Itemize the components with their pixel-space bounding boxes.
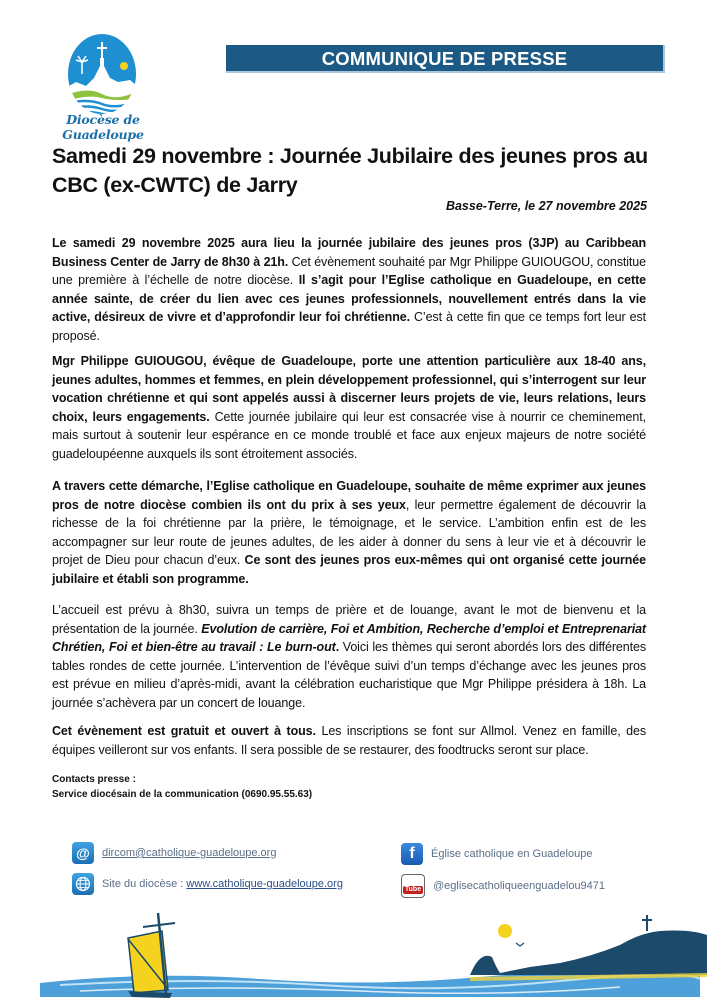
p1-text-1: Cet évènement souhaité par Mgr Philippe GUIOUGOU, constitue une première à l’échelle de notre diocèse. bbox=[52, 254, 646, 288]
site-label: Site du diocèse : bbox=[102, 878, 184, 890]
globe-icon bbox=[72, 873, 94, 895]
p4-bold-1: . bbox=[335, 640, 340, 655]
facebook-icon: f bbox=[401, 843, 423, 865]
youtube-icon-top: You bbox=[406, 878, 420, 885]
paragraph-4 bbox=[52, 601, 646, 713]
p4-text-1: L’accueil est prévu à 8h30, suivra un temps de prière et de louange, avant le mot de bienvenu et la présentation de la journée. bbox=[52, 603, 646, 636]
press-release-banner: COMMUNIQUE DE PRESSE bbox=[226, 45, 665, 73]
p1-bold-1: Le samedi 29 novembre 2025 aura lieu la journée jubilaire des jeunes pros (3JP) au Caribbean Business Center de Jarry de 8h30 à 21h. bbox=[52, 236, 646, 269]
youtube-contact bbox=[401, 874, 605, 898]
title-line-1: Samedi 29 novembre : Journée Jubilaire des jeunes pros au bbox=[52, 144, 648, 168]
site-link[interactable]: www.catholique-guadeloupe.org bbox=[186, 878, 343, 890]
youtube-icon bbox=[401, 874, 425, 898]
paragraph-2 bbox=[52, 352, 646, 464]
footer-sea-illustration bbox=[0, 905, 707, 1000]
contacts-service: Service diocésain de la communication (0690.95.55.63) bbox=[52, 789, 313, 800]
email-link[interactable]: dircom@catholique-guadeloupe.org bbox=[102, 847, 277, 859]
p4-text-2: Voici les thèmes qui seront abordés lors des différentes tables rondes de cette journée. L’intervention de l’évêque suivi d’un temps d’échange avec les jeunes pros est prévue en milieu d’après-midi, avant la célébration eucharistique que Mgr Philippe présidera à 18h. La journée s’achèvera par un concert de louange. bbox=[52, 640, 646, 710]
p5-text-1: Les inscriptions se font sur Allmol. Venez en famille, des équipes veilleront sur vos enfants. Il sera possible de se restaurer, des foodtrucks seront sur place. bbox=[52, 724, 646, 757]
p4-themes: Evolution de carrière, Foi et Ambition, Recherche d’emploi et Entreprenariat Chrétien, Foi et bien-être au travail : Le burn-out bbox=[52, 621, 646, 655]
facebook-contact bbox=[401, 843, 592, 865]
page-title bbox=[52, 142, 672, 200]
p2-bold-1: Mgr Philippe GUIOUGOU, évêque de Guadeloupe, porte une attention particulière aux 18-40 ans, jeunes adultes, hommes et femmes, en plein développement professionnel, qui s’interrogent sur leur vocation chrétienne et qui sont appelés aussi à discerner leurs projets de vie, leurs relations, leurs choix, leurs engagements. bbox=[52, 354, 646, 424]
p3-bold-1: A travers cette démarche, l’Eglise catholique en Guadeloupe, souhaite de même exprimer aux jeunes pros de notre diocèse combien ils ont du prix à ses yeux bbox=[52, 479, 646, 512]
p5-bold-1: Cet évènement est gratuit et ouvert à tous. bbox=[52, 724, 316, 738]
youtube-icon-bottom: Tube bbox=[404, 886, 422, 893]
paragraph-1 bbox=[52, 234, 646, 346]
press-contacts bbox=[52, 772, 312, 802]
email-icon: @ bbox=[72, 842, 94, 864]
p3-bold-2: Ce sont des jeunes pros eux-mêmes qui ont organisé cette journée jubilaire et établi son programme. bbox=[52, 553, 646, 586]
dateline: Basse-Terre, le 27 novembre 2025 bbox=[445, 199, 647, 213]
p1-text-2: C’est à cette fin que ce temps fort leur est proposé. bbox=[52, 310, 646, 343]
logo-caption: Diocèse de Guadeloupe bbox=[62, 112, 144, 142]
title-line-2: CBC (ex-CWTC) de Jarry bbox=[52, 173, 298, 197]
p2-text-1: Cette journée jubilaire qui leur est consacrée vise à nourrir ce cheminement, mais surtout à soutenir leur espérance en ce monde troublé et face aux enjeux majeurs de notre société guadeloupéenne auxquels ils sont étroitement associés. bbox=[52, 409, 646, 461]
site-contact bbox=[72, 873, 343, 895]
p1-bold-2: Il s’agit pour l’Eglise catholique en Guadeloupe, en cette année sainte, de créer du lien avec ces jeunes professionnels, nouvellement entrés dans la vie active, désireux de vivre et d’approfondir leur foi chrétienne. bbox=[52, 273, 646, 325]
p3-text-1: , leur permettre également de découvrir la richesse de la foi chrétienne par la prière, le témoignage, et le service. L’ambition enfin est de les accompagner sur leur route de jeunes adultes, de les aider à donner du sens à leur vie et à découvrir le projet de Dieu pour chacun d’eux. bbox=[52, 497, 646, 568]
youtube-handle[interactable]: @eglisecatholiqueenguadelou9471 bbox=[433, 880, 606, 892]
paragraph-3 bbox=[52, 477, 646, 589]
contacts-label: Contacts presse : bbox=[52, 774, 136, 785]
paragraph-5 bbox=[52, 722, 646, 759]
facebook-name[interactable]: Église catholique en Guadeloupe bbox=[431, 848, 593, 860]
email-contact bbox=[72, 842, 276, 864]
